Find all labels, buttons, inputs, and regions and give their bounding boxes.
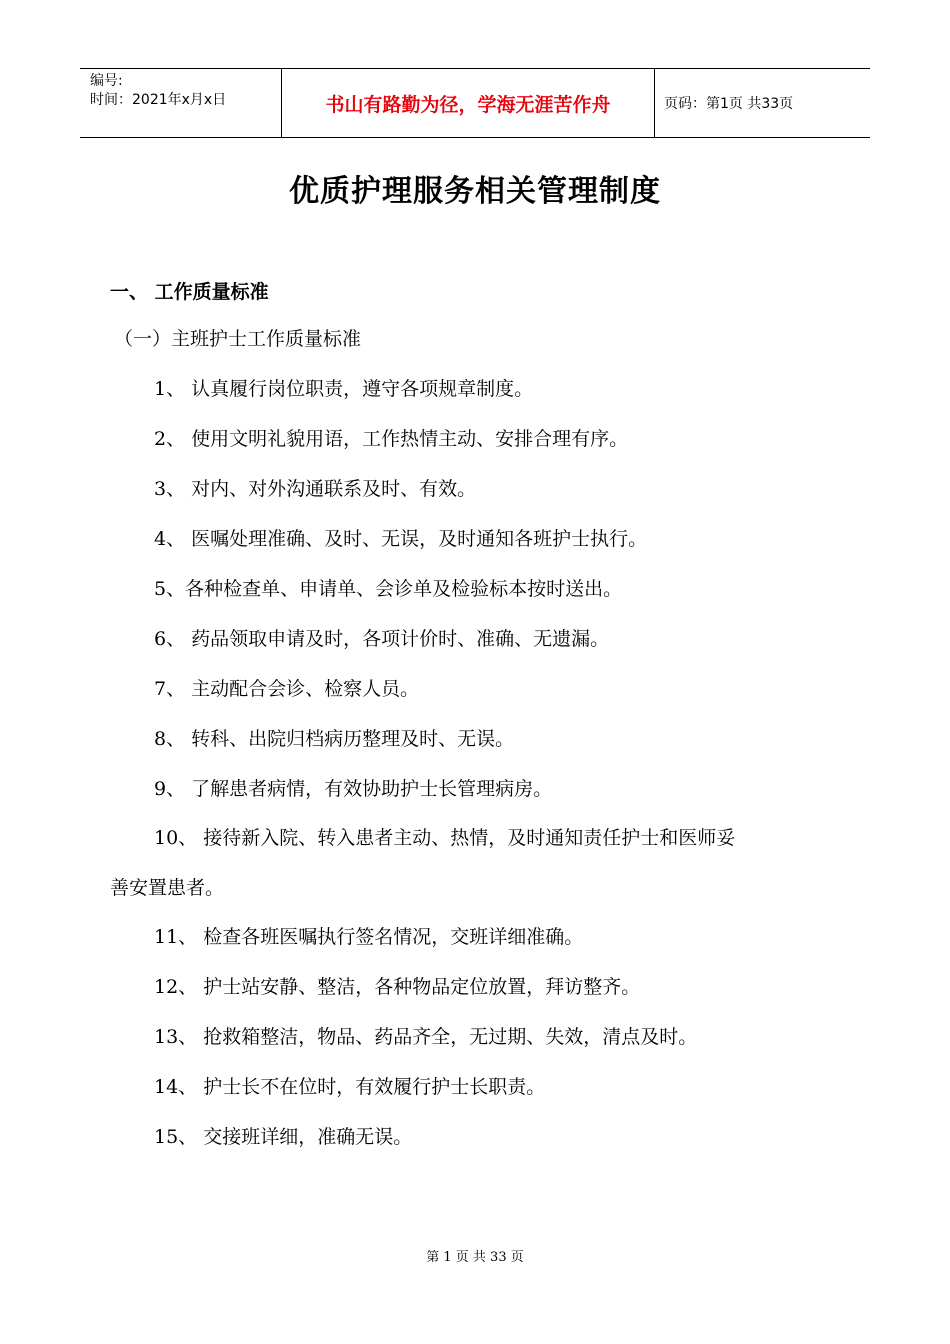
document-header [80, 68, 870, 138]
document-title: 优质护理服务相关管理制度 [289, 174, 661, 209]
list-item: 5、各种检查单、申请单、会诊单及检验标本按时送出。 [154, 578, 623, 600]
list-item: 8、 转科、出院归档病历整理及时、无误。 [154, 728, 515, 750]
header-meta [80, 69, 280, 137]
list-item: 10、 接待新入院、转入患者主动、热情，及时通知责任护士和医师妥 [154, 827, 736, 849]
code-label: 编号: [90, 73, 123, 89]
section-heading: 一、 工作质量标准 [110, 281, 269, 303]
list-item: 7、 主动配合会诊、检察人员。 [154, 678, 420, 700]
list-item: 2、 使用文明礼貌用语，工作热情主动、安排合理有序。 [154, 428, 629, 450]
list-item: 6、 药品领取申请及时，各项计价时、准确、无遗漏。 [154, 628, 610, 650]
list-item: 12、 护士站安静、整洁，各种物品定位放置，拜访整齐。 [154, 976, 641, 998]
list-item: 14、 护士长不在位时，有效履行护士长职责。 [154, 1076, 546, 1098]
time-label: 时间：2021年x月x日 [90, 92, 227, 108]
list-item: 11、 检查各班医嘱执行签名情况，交班详细准确。 [154, 926, 584, 948]
header-motto: 书山有路勤为径，学海无涯苦作舟 [281, 69, 655, 137]
list-item: 9、 了解患者病情，有效协助护士长管理病房。 [154, 778, 553, 800]
header-page-info: 页码：第1页 共33页 [664, 96, 794, 112]
list-item: 1、 认真履行岗位职责，遵守各项规章制度。 [154, 378, 534, 400]
subsection-heading: （一）主班护士工作质量标准 [114, 328, 362, 350]
list-item: 13、 抢救箱整洁，物品、药品齐全，无过期、失效，清点及时。 [154, 1026, 698, 1048]
list-item: 3、 对内、对外沟通联系及时、有效。 [154, 478, 477, 500]
list-item: 15、 交接班详细，准确无误。 [154, 1126, 413, 1148]
list-item: 4、 医嘱处理准确、及时、无误，及时通知各班护士执行。 [154, 528, 648, 550]
page-footer: 第 1 页 共 33 页 [426, 1250, 524, 1265]
list-item-continuation: 善安置患者。 [110, 877, 225, 899]
